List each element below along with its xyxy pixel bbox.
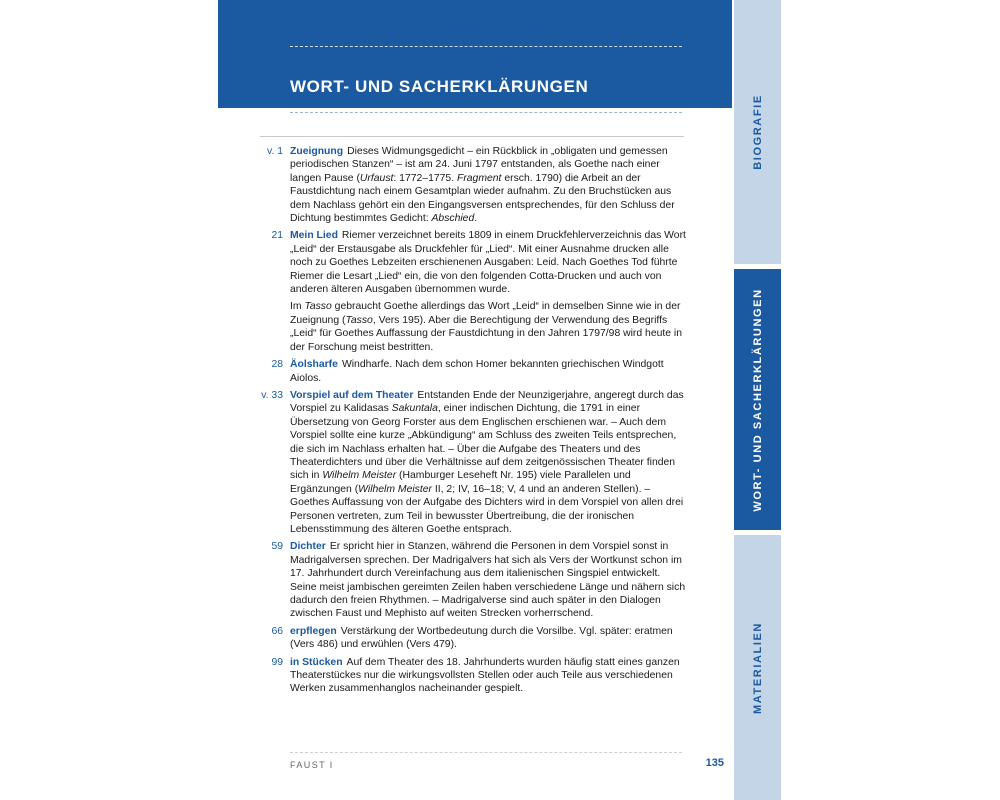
- glossary-entry: [258, 389, 686, 536]
- entry-explanation: Verstärkung der Wortbedeutung durch die Vorsilbe. Vgl. später: eratmen (Vers 486) und erwühlen (Vers 479).: [290, 625, 673, 651]
- entry-text: [290, 389, 686, 536]
- entry-explanation: Windharfe. Nach dem schon Homer bekannten griechischen Windgott Aiolos.: [290, 359, 664, 384]
- verse-reference: v. 33: [261, 389, 283, 401]
- entry-text: [290, 540, 686, 620]
- verse-reference: 59: [271, 541, 283, 553]
- header-divider-top: [290, 46, 682, 47]
- entry-explanation: Im Tasso gebraucht Goethe allerdings das Wort „Leid“ in demselben Sinne wie in der Zueignung (Tasso, Vers 195). Aber die Berechtigung der Verwendung des Begriffs „Leid“ für Goethes Auffassung der Faustdichtung in den Jahren 1797/98 wird heute in der Forschung meist bestritten.: [290, 301, 683, 353]
- tab-materialien[interactable]: [734, 535, 781, 800]
- header-divider-bottom: [290, 112, 682, 113]
- glossary-entry: [258, 145, 686, 225]
- verse-reference: 66: [271, 625, 283, 637]
- verse-reference: 21: [271, 230, 283, 242]
- tab-label: WORT- UND SACHERKLÄRUNGEN: [751, 287, 764, 512]
- tab-label: BIOGRAFIE: [751, 94, 764, 170]
- glossary-entry: [258, 540, 686, 620]
- entry-explanation: Riemer verzeichnet bereits 1809 in einem Druckfehlerverzeichnis das Wort „Leid“ der Erstausgabe als Druckfehler für „Lied“. Mit einer Ausnahme drucken alle noch zu Goethes Lebzeiten erschienenen Ausgaben: Leid. Nach Goethes Tod führte Riemer die Lesart „Lied“ ein, die von den folgenden Cotta-Drucken und auch von anderen älteren Ausgaben übernommen wurde.: [290, 230, 686, 296]
- entry-text: [290, 625, 686, 652]
- entry-explanation: Dieses Widmungsgedicht – ein Rückblick in „obligaten und gemessen periodischen Stanzen“ – ist am 24. Juni 1797 entstanden, als Goethe nach einer langen Pause (Urfaust: 1772–1775. Fragment ersch. 1790) die Arbeit an der Faustdichtung nach einem Gesamtplan wieder aufnahm. Zu den Bruchstücken aus dem Nachlass gehört ein den Eingangsversen entsprechendes, für den Schluss der Dichtung bestimmtes Gedicht: Abschied.: [290, 146, 675, 225]
- section-title: WORT- UND SACHERKLÄRUNGEN: [290, 77, 589, 96]
- entry-text: [290, 229, 686, 296]
- glossary-term: Zueignung: [290, 146, 344, 157]
- entry-explanation: Entstanden Ende der Neunzigerjahre, angeregt durch das Vorspiel zu Kalidasas Sakuntala, einer indischen Dichtung, die 1791 in einer Übersetzung von Georg Forster aus dem Englischen erschienen war. – Auch dem Vorspiel sollte eine kurze „Abkündigung“ am Schluss des zweiten Teils entsprechen, die sich im Nachlass erhalten hat. – Über die Aufgabe des Theaters und des Theaterdichters und über die Verhältnisse auf dem zeitgenössischen Theater finden sich in Wilhelm Meister (Hamburger Leseheft Nr. 195) viele Parallelen und Ergänzungen (Wilhelm Meister II, 2; IV, 16–18; V, 4 und an anderen Stellen). – Goethes Auffassung von der Aufgabe des Dichters wird in dem Vorspiel von allen drei Personen vertreten, zum Teil in bewusster Übertreibung, die der ironischen Lebensstimmung des älteren Goethe entsprach.: [290, 389, 684, 535]
- entry-text: [290, 300, 686, 354]
- page-number: 135: [705, 757, 724, 769]
- glossary-term: in Stücken: [290, 656, 343, 668]
- glossary-entry: [258, 229, 686, 354]
- tab-biografie[interactable]: [734, 0, 781, 264]
- verse-reference: 28: [271, 359, 283, 371]
- glossary-list: [258, 145, 686, 700]
- glossary-entry: [258, 656, 686, 696]
- entry-text: [290, 145, 686, 225]
- glossary-term: Vorspiel auf dem Theater: [290, 389, 414, 401]
- entry-explanation: Er spricht hier in Stanzen, während die Personen in dem Vorspiel sonst in Madrigalversen sprechen. Der Madrigalvers hat sich als Vers der Wortkunst schon im 17. Jahrhundert durch Vereinfachung aus dem italienischen Singspiel entwickelt. Seine meist jambischen gereimten Zeilen haben verschiedene Länge und nähern sich dadurch den freien Rhythmen. – Madrigalverse sind auch später in den Dialogen zwischen Faust und Mephisto auf weiten Strecken vorherrschend.: [290, 541, 686, 620]
- entry-text: [290, 656, 686, 696]
- glossary-entry: [258, 625, 686, 652]
- verse-reference: 99: [271, 656, 283, 668]
- book-title: FAUST I: [290, 760, 334, 770]
- footer-rule: [290, 752, 682, 753]
- tab-wort-und-sacherklaerungen[interactable]: [734, 269, 781, 530]
- entry-text: [290, 358, 686, 385]
- glossary-term: Mein Lied: [290, 230, 338, 242]
- glossary-term: Äolsharfe: [290, 359, 338, 371]
- content-rule: [260, 136, 684, 137]
- verse-reference: v. 1: [267, 146, 283, 157]
- glossary-term: erpflegen: [290, 625, 337, 637]
- tab-label: MATERIALIEN: [751, 621, 764, 714]
- entry-explanation: Auf dem Theater des 18. Jahrhunderts wurden häufig statt eines ganzen Theaterstückes nur die wirkungsvollsten Stellen oder auch Teile aus verschiedenen Werken zusammenhanglos nacheinander gespielt.: [290, 656, 680, 695]
- glossary-term: Dichter: [290, 541, 326, 553]
- glossary-entry: [258, 358, 686, 385]
